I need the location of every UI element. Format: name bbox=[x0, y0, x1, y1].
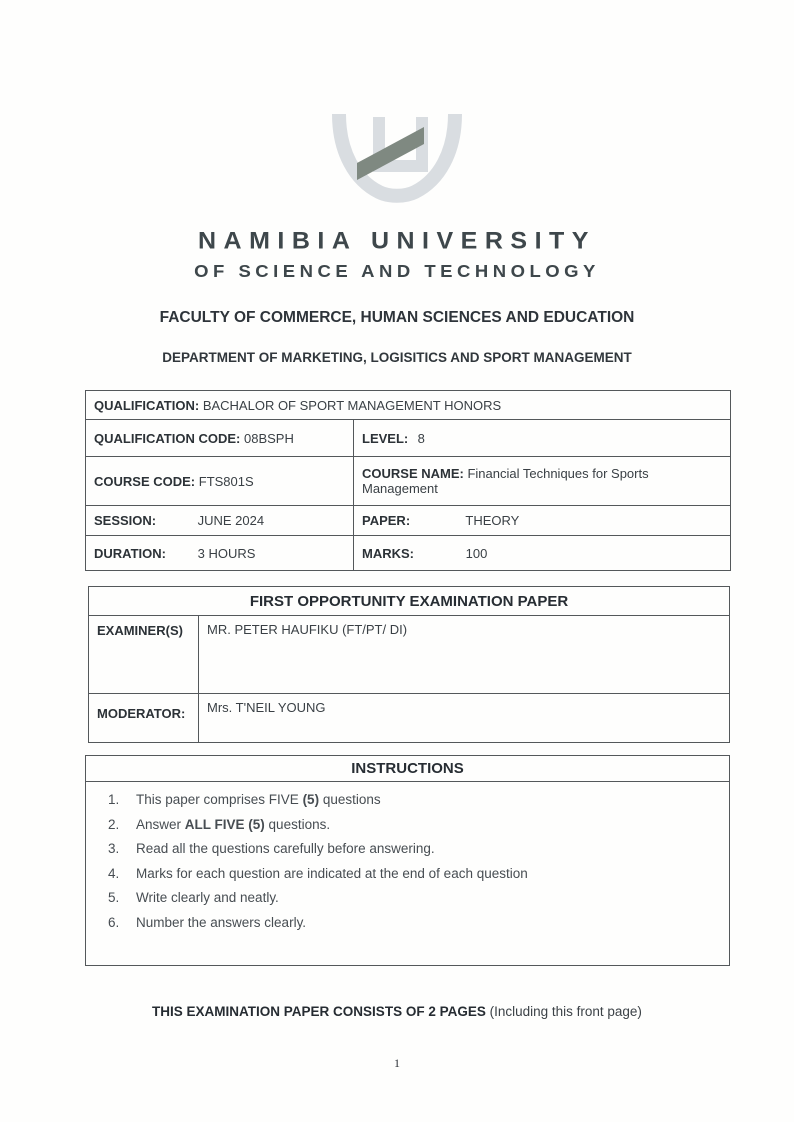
course-code-label: COURSE CODE: bbox=[94, 473, 196, 489]
duration-value: 3 HOURS bbox=[197, 545, 256, 561]
department-heading: DEPARTMENT OF MARKETING, LOGISITICS AND SPORT MANAGEMENT bbox=[162, 350, 632, 365]
marks-cell bbox=[354, 536, 731, 571]
paper-label: PAPER: bbox=[362, 513, 411, 528]
session-cell bbox=[86, 506, 354, 536]
qualification-value: BACHALOR OF SPORT MANAGEMENT HONORS bbox=[202, 397, 502, 413]
paper-value: THEORY bbox=[465, 513, 520, 528]
instruction-item: Write clearly and neatly. bbox=[136, 890, 279, 905]
qualification-code-value: 08BSPH bbox=[243, 430, 294, 446]
moderator-label: MODERATOR: bbox=[89, 694, 199, 743]
course-code-cell bbox=[86, 457, 354, 506]
course-code-value: FTS801S bbox=[198, 473, 254, 489]
university-wordmark bbox=[0, 227, 794, 282]
instructions-list bbox=[86, 792, 729, 965]
moderator-value: Mrs. T'NEIL YOUNG bbox=[199, 694, 730, 743]
logo-diagonal-bar bbox=[357, 127, 424, 180]
instructions-box bbox=[85, 755, 730, 966]
exam-paper-title: FIRST OPPORTUNITY EXAMINATION PAPER bbox=[89, 587, 730, 616]
course-name-value: Financial Techniques for Sports Management bbox=[362, 466, 649, 496]
instruction-item: This paper comprises FIVE (5) questions bbox=[136, 792, 381, 807]
level-label: LEVEL: bbox=[362, 430, 409, 446]
level-cell bbox=[354, 420, 731, 457]
page-count-note: (Including this front page) bbox=[485, 1004, 642, 1019]
page-count-bold: THIS EXAMINATION PAPER CONSISTS OF 2 PAGES bbox=[152, 1004, 486, 1019]
marks-label: MARKS: bbox=[362, 545, 414, 561]
duration-cell bbox=[86, 536, 354, 571]
session-label: SESSION: bbox=[94, 513, 157, 528]
level-value: 8 bbox=[417, 430, 425, 446]
university-name: NAMIBIA UNIVERSITY bbox=[198, 227, 596, 255]
instruction-item: Answer ALL FIVE (5) questions. bbox=[136, 816, 331, 832]
examination-paper-table bbox=[88, 586, 730, 743]
university-name-line2: OF SCIENCE AND TECHNOLOGY bbox=[194, 260, 600, 281]
examiner-value: MR. PETER HAUFIKU (FT/PT/ DI) bbox=[199, 616, 730, 694]
qualification-code-label: QUALIFICATION CODE: bbox=[94, 430, 241, 446]
page-number: 1 bbox=[394, 1056, 400, 1070]
qualification-code-cell bbox=[86, 420, 354, 457]
instruction-item: Number the answers clearly. bbox=[136, 914, 307, 930]
marks-value: 100 bbox=[465, 545, 488, 561]
course-name-label: COURSE NAME: bbox=[362, 466, 464, 481]
qualification-cell bbox=[86, 391, 731, 420]
faculty-heading: FACULTY OF COMMERCE, HUMAN SCIENCES AND EDUCATION bbox=[159, 309, 635, 326]
instruction-item: Marks for each question are indicated at the end of each question bbox=[136, 865, 528, 881]
paper-cell bbox=[354, 506, 731, 536]
duration-label: DURATION: bbox=[94, 545, 166, 561]
examiner-label: EXAMINER(S) bbox=[89, 616, 199, 694]
course-details-table bbox=[85, 390, 731, 571]
course-name-cell bbox=[354, 457, 731, 506]
instructions-title: INSTRUCTIONS bbox=[86, 756, 729, 782]
qualification-label: QUALIFICATION: bbox=[94, 397, 200, 413]
nust-logo-icon bbox=[326, 100, 468, 214]
session-value: JUNE 2024 bbox=[197, 513, 265, 528]
page-count-statement bbox=[0, 1004, 794, 1019]
instruction-item: Read all the questions carefully before answering. bbox=[136, 841, 435, 856]
